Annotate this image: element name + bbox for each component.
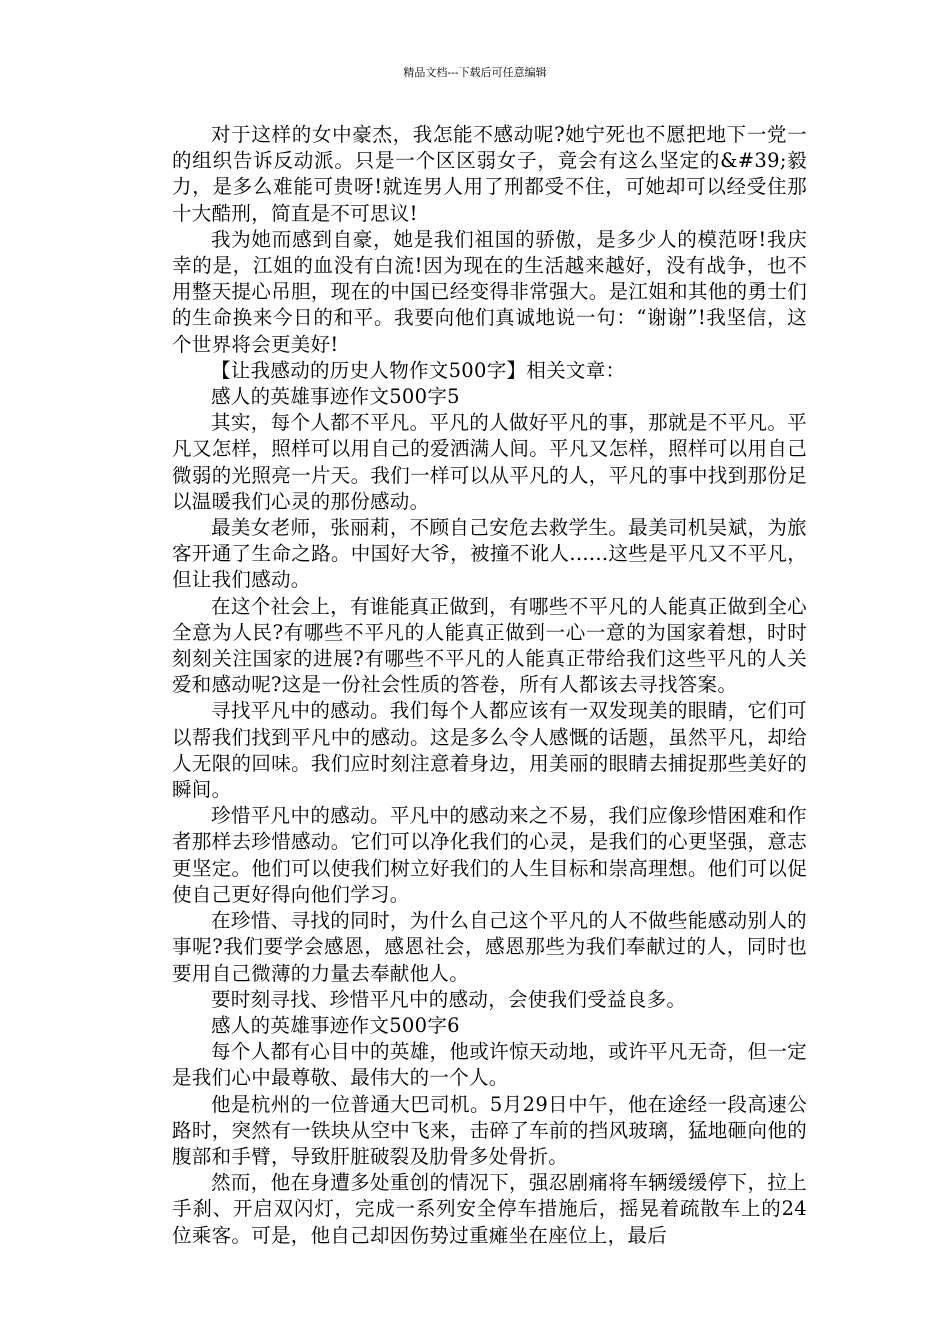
paragraph: 其实，每个人都不平凡。平凡的人做好平凡的事，那就是不平凡。平凡又怎样，照样可以用自己的爱洒满人间。平凡又怎样，照样可以用自己微弱的光照亮一片天。我们一样可以从平凡的人，平凡的事中找到那份足以温暖我们心灵的那份感动。 bbox=[172, 411, 807, 513]
paragraph: 我为她而感到自豪，她是我们祖国的骄傲，是多少人的模范呀!我庆幸的是，江姐的血没有白流!因为现在的生活越来越好，没有战争，也不用整天提心吊胆，现在的中国已经变得非常强大。是江姐和其他的勇士们的生命换来今日的和平。我要向他们真诚地说一句：“谢谢”!我坚信，这个世界将会更美好! bbox=[172, 227, 807, 356]
paragraph: 在这个社会上，有谁能真正做到，有哪些不平凡的人能真正做到全心全意为人民?有哪些不平凡的人能真正做到一心一意的为国家着想，时时刻刻关注国家的进展?有哪些不平凡的人能真正带给我们这些平凡的人关爱和感动呢?这是一份社会性质的答卷，所有人都该去寻找答案。 bbox=[172, 594, 807, 697]
paragraph: 在珍惜、寻找的同时，为什么自己这个平凡的人不做些能感动别人的事呢?我们要学会感恩，感恩社会，感恩那些为我们奉献过的人，同时也要用自己微薄的力量去奉献他人。 bbox=[172, 909, 807, 985]
paragraph: 他是杭州的一位普通大巴司机。5月29日中午，他在途经一段高速公路时，突然有一铁块从空中飞来，击碎了车前的挡风玻璃，猛地砸向他的腹部和手臂，导致肝脏破裂及肋骨多处骨折。 bbox=[172, 1092, 807, 1168]
page-header: 精品文档---下载后可任意编辑 bbox=[403, 66, 547, 79]
paragraph: 珍惜平凡中的感动。平凡中的感动来之不易，我们应像珍惜困难和作者那样去珍惜感动。它们可以净化我们的心灵，是我们的心更坚强，意志更坚定。他们可以使我们树立好我们的人生目标和崇高理想。他们可以促使自己更好得向他们学习。 bbox=[172, 804, 807, 906]
document-body bbox=[172, 122, 807, 1249]
related-articles-heading: 【让我感动的历史人物作文500字】相关文章： bbox=[211, 358, 626, 382]
paragraph: 要时刻寻找、珍惜平凡中的感动，会使我们受益良多。 bbox=[211, 987, 687, 1011]
article-title: 感人的英雄事迹作文500字6 bbox=[211, 1013, 460, 1037]
article-title: 感人的英雄事迹作文500字5 bbox=[211, 385, 460, 409]
paragraph: 对于这样的女中豪杰，我怎能不感动呢?她宁死也不愿把地下一党一的组织告诉反动派。只是一个区区弱女子，竟会有这么坚定的&#39;毅力，是多么难能可贵呀!就连男人用了刑都受不住，可她却可以经受住那十大酷刑，简直是不可思议! bbox=[172, 123, 807, 225]
paragraph: 最美女老师，张丽莉，不顾自己安危去救学生。最美司机吴斌，为旅客开通了生命之路。中国好大爷，被撞不讹人......这些是平凡又不平凡，但让我们感动。 bbox=[172, 516, 807, 592]
paragraph: 然而，他在身遭多处重创的情况下，强忍剧痛将车辆缓缓停下，拉上手刹、开启双闪灯，完成一系列安全停车措施后，摇晃着疏散车上的24位乘客。可是，他自己却因伤势过重瘫坐在座位上，最后 bbox=[172, 1171, 807, 1247]
paragraph: 每个人都有心目中的英雄，他或许惊天动地，或许平凡无奇，但一定是我们心中最尊敬、最伟大的一个人。 bbox=[172, 1040, 807, 1090]
paragraph: 寻找平凡中的感动。我们每个人都应该有一双发现美的眼睛，它们可以帮我们找到平凡中的感动。这是多么令人感慨的话题，虽然平凡，却给人无限的回味。我们应时刻注意着身边，用美丽的眼睛去捕捉那些美好的瞬间。 bbox=[172, 699, 807, 802]
